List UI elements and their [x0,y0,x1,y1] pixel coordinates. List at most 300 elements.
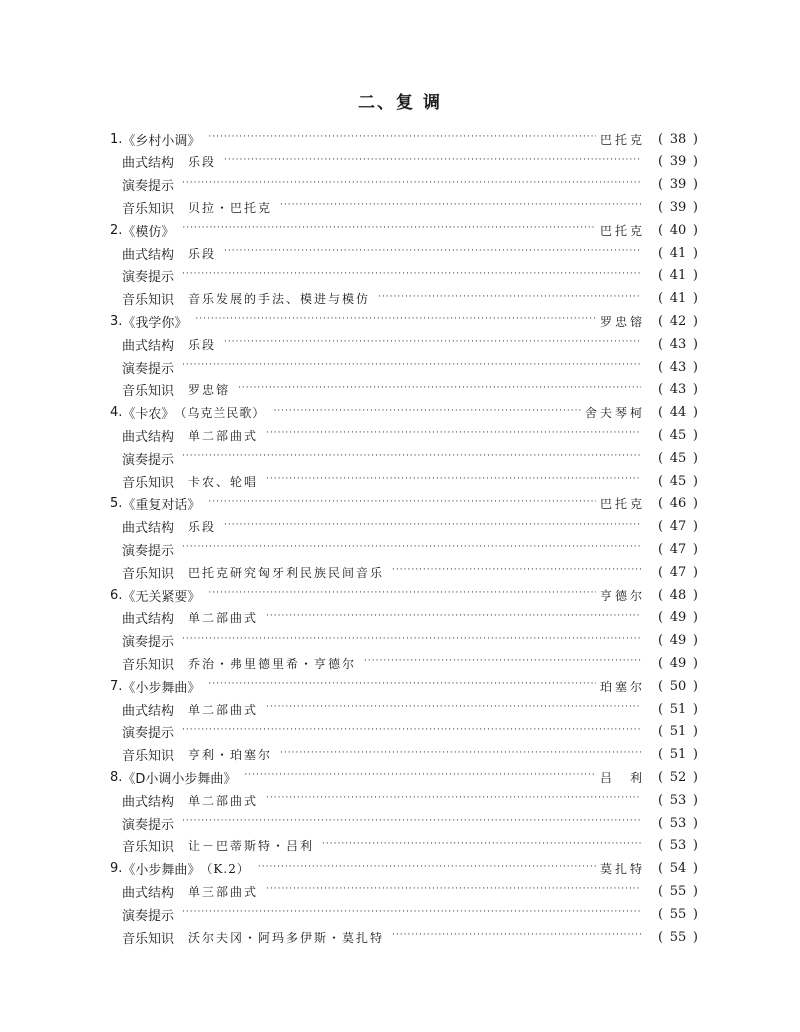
paren-open: ( [658,382,664,398]
dot-leader [224,520,641,534]
page-number [658,310,698,332]
sub-leader [122,721,645,743]
page-number-value: 45 [669,427,687,443]
paren-close: ) [692,177,698,193]
sub-leader [122,744,645,766]
dot-leader [182,269,641,283]
toc-sub-row[interactable] [0,379,800,401]
page-number-value: 39 [669,154,687,170]
paren-close: ) [692,359,698,375]
dot-leader [273,406,581,420]
entry-author: 巴托克 [599,223,645,238]
page-number-value: 39 [669,177,687,193]
page-number-value: 45 [669,473,687,489]
page-number [658,288,698,310]
sub-leader [122,151,645,173]
entry-author: 莫扎特 [599,862,645,877]
dot-leader [182,360,641,374]
sub-leader [122,903,645,925]
toc-sub-row[interactable] [0,447,800,469]
entry-leader [110,493,645,515]
page-number-value: 53 [669,792,687,808]
paren-close: ) [692,291,698,307]
dot-leader [266,702,641,716]
toc-sub-row[interactable] [0,516,800,538]
page-number-value: 38 [669,131,687,147]
entry-leader [110,584,645,606]
dot-leader [378,292,641,306]
sub-topic: 巴托克研究匈牙利民族民间音乐 [188,565,385,580]
sub-topic: 单二部曲式 [188,611,259,626]
page-number [658,652,698,674]
entry-title: 《我学你》 [122,315,188,331]
entry-author: 吕 利 [599,770,645,785]
page-number-value: 55 [669,929,687,945]
sub-label: 音乐知识 [122,931,175,947]
sub-leader [122,333,645,355]
paren-close: ) [692,519,698,535]
sub-leader [122,607,645,629]
dot-leader [182,634,641,648]
sub-label: 演奏提示 [122,817,175,833]
paren-close: ) [692,199,698,215]
paren-open: ( [658,336,664,352]
sub-label: 演奏提示 [122,452,175,468]
page-number-value: 47 [669,564,687,580]
paren-open: ( [658,496,664,512]
page-number-value: 53 [669,815,687,831]
paren-open: ( [658,747,664,763]
toc-entry-row[interactable] [0,675,800,697]
page-number [658,493,698,515]
sub-label: 演奏提示 [122,270,175,286]
page-number-value: 43 [669,382,687,398]
paren-open: ( [658,883,664,899]
toc-sub-row[interactable] [0,698,800,720]
paren-close: ) [692,268,698,284]
dot-leader [266,474,641,488]
page-number [658,630,698,652]
paren-open: ( [658,655,664,671]
sub-label: 曲式结构 [122,521,175,537]
sub-label: 音乐知识 [122,475,175,491]
page-number [658,265,698,287]
page-number [658,721,698,743]
entry-number: 8. [110,769,123,785]
entry-title: 《小步舞曲》 [122,863,201,879]
dot-leader [182,223,596,237]
sub-topic: 乐段 [188,520,217,535]
paren-close: ) [692,564,698,580]
sub-label: 音乐知识 [122,201,175,217]
paren-open: ( [658,359,664,375]
dot-leader [280,748,641,762]
page-number-value: 39 [669,199,687,215]
dot-leader [182,725,641,739]
sub-leader [122,835,645,857]
page-number-value: 44 [669,405,687,421]
sub-leader [122,538,645,560]
sub-label: 演奏提示 [122,543,175,559]
dot-leader [182,542,641,556]
sub-label: 音乐知识 [122,293,175,309]
toc-sub-row[interactable] [0,470,800,492]
page-number-value: 47 [669,541,687,557]
entry-title: 《重复对话》 [122,498,201,514]
toc-sub-row[interactable] [0,333,800,355]
toc-sub-row[interactable] [0,630,800,652]
entry-title-extra: （K.2） [200,862,250,877]
page-number-value: 49 [669,655,687,671]
toc-entry-row[interactable] [0,766,800,788]
paren-close: ) [692,405,698,421]
entry-author: 亨德尔 [599,588,645,603]
paren-close: ) [692,541,698,557]
paren-close: ) [692,724,698,740]
toc-entry-row[interactable] [0,219,800,241]
sub-label: 演奏提示 [122,635,175,651]
page-number [658,812,698,834]
sub-leader [122,447,645,469]
page-number [658,424,698,446]
dot-leader [195,314,596,328]
paren-open: ( [658,245,664,261]
paren-open: ( [658,450,664,466]
page-number [658,835,698,857]
page-number-value: 41 [669,291,687,307]
page-number [658,174,698,196]
entry-title-extra: （乌克兰民歌） [174,406,266,421]
sub-leader [122,561,645,583]
entry-number: 4. [110,405,123,421]
toc-sub-row[interactable] [0,356,800,378]
sub-leader [122,789,645,811]
page-number-value: 45 [669,450,687,466]
paren-close: ) [692,678,698,694]
toc-sub-row[interactable] [0,903,800,925]
paren-close: ) [692,587,698,603]
sub-label: 曲式结构 [122,885,175,901]
paren-open: ( [658,861,664,877]
toc-sub-row[interactable] [0,721,800,743]
sub-leader [122,630,645,652]
sub-label: 曲式结构 [122,703,175,719]
sub-topic: 单三部曲式 [188,884,259,899]
toc-sub-row[interactable] [0,926,800,948]
paren-close: ) [692,450,698,466]
page-number [658,538,698,560]
paren-open: ( [658,633,664,649]
entry-author: 巴托克 [599,132,645,147]
page-number [658,903,698,925]
entry-leader [110,310,645,332]
dot-leader [266,428,641,442]
sub-topic: 乐段 [188,337,217,352]
toc-sub-row[interactable] [0,561,800,583]
toc-sub-row[interactable] [0,652,800,674]
page-number [658,447,698,469]
toc-sub-row[interactable] [0,424,800,446]
page-number [658,151,698,173]
page-number-value: 46 [669,496,687,512]
toc-sub-row[interactable] [0,288,800,310]
page-number [658,561,698,583]
toc-sub-row[interactable] [0,151,800,173]
entry-title: 《卡农》 [122,407,175,423]
entry-title: 《D小调小步舞曲》 [122,771,237,787]
entry-leader [110,858,645,880]
page-number [658,219,698,241]
paren-close: ) [692,655,698,671]
paren-open: ( [658,906,664,922]
sub-leader [122,698,645,720]
page-number [658,242,698,264]
dot-leader [266,884,641,898]
entry-number: 6. [110,587,123,603]
toc-sub-row[interactable] [0,607,800,629]
paren-open: ( [658,587,664,603]
dot-leader [266,793,641,807]
entry-number: 5. [110,496,123,512]
toc-sub-row[interactable] [0,880,800,902]
toc-entry-row[interactable] [0,128,800,150]
sub-label: 曲式结构 [122,338,175,354]
sub-leader [122,880,645,902]
page-number-value: 41 [669,268,687,284]
dot-leader [182,907,641,921]
toc-entry-row[interactable] [0,493,800,515]
dot-leader [224,246,641,260]
paren-close: ) [692,815,698,831]
paren-close: ) [692,701,698,717]
sub-topic: 贝拉・巴托克 [188,200,273,215]
sub-leader [122,265,645,287]
page-number [658,744,698,766]
paren-open: ( [658,769,664,785]
sub-label: 演奏提示 [122,179,175,195]
entry-leader [110,675,645,697]
toc-sub-row[interactable] [0,789,800,811]
dot-leader [182,178,641,192]
page-number [658,926,698,948]
toc-sub-row[interactable] [0,812,800,834]
entry-number: 3. [110,313,123,329]
sub-topic: 乔治・弗里德里希・亨德尔 [188,656,357,671]
entry-author: 珀塞尔 [599,679,645,694]
dot-leader [208,588,596,602]
paren-close: ) [692,769,698,785]
entry-leader [110,128,645,150]
paren-open: ( [658,427,664,443]
page-number-value: 47 [669,519,687,535]
paren-open: ( [658,792,664,808]
paren-close: ) [692,222,698,238]
page-number-value: 43 [669,336,687,352]
entry-author: 巴托克 [599,497,645,512]
dot-leader [322,839,641,853]
page-number [658,128,698,150]
sub-topic: 沃尔夫冈・阿玛多伊斯・莫扎特 [188,930,385,945]
toc-sub-row[interactable] [0,174,800,196]
sub-label: 音乐知识 [122,840,175,856]
page-number-value: 51 [669,701,687,717]
sub-leader [122,379,645,401]
paren-open: ( [658,268,664,284]
paren-open: ( [658,701,664,717]
toc-entry-row[interactable] [0,402,800,424]
toc-sub-row[interactable] [0,265,800,287]
sub-leader [122,652,645,674]
page-number-value: 50 [669,678,687,694]
paren-close: ) [692,883,698,899]
paren-open: ( [658,291,664,307]
sub-label: 曲式结构 [122,794,175,810]
dot-leader [392,930,641,944]
section-title: 二、复 调 [358,93,442,113]
sub-topic: 音乐发展的手法、模进与模仿 [188,292,371,307]
paren-close: ) [692,313,698,329]
paren-close: ) [692,473,698,489]
paren-open: ( [658,131,664,147]
page-number [658,698,698,720]
entry-author: 罗忠镕 [599,314,645,329]
page-number [658,789,698,811]
page-number [658,356,698,378]
paren-open: ( [658,177,664,193]
sub-leader [122,812,645,834]
dot-leader [182,451,641,465]
entry-leader [110,219,645,241]
sub-label: 音乐知识 [122,384,175,400]
toc-sub-row[interactable] [0,196,800,218]
page-number-value: 42 [669,313,687,329]
entry-number: 2. [110,222,123,238]
toc-sub-row[interactable] [0,744,800,766]
paren-open: ( [658,222,664,238]
dot-leader [208,497,596,511]
page-number [658,470,698,492]
sub-topic: 乐段 [188,246,217,261]
paren-close: ) [692,245,698,261]
toc-sub-row[interactable] [0,242,800,264]
dot-leader [392,565,641,579]
sub-label: 曲式结构 [122,156,175,172]
page-number [658,675,698,697]
sub-topic: 单二部曲式 [188,793,259,808]
toc-entry-row[interactable] [0,858,800,880]
entry-number: 7. [110,678,123,694]
paren-open: ( [658,838,664,854]
dot-leader [244,770,596,784]
paren-open: ( [658,929,664,945]
dot-leader [258,862,596,876]
page-number-value: 52 [669,769,687,785]
dot-leader [364,656,641,670]
entry-title: 《小步舞曲》 [122,680,201,696]
entry-leader [110,402,645,424]
sub-label: 音乐知识 [122,657,175,673]
toc-sub-row[interactable] [0,538,800,560]
paren-open: ( [658,473,664,489]
page-number [658,402,698,424]
paren-close: ) [692,838,698,854]
sub-topic: 卡农、轮唱 [188,474,259,489]
page-number [658,766,698,788]
dot-leader [182,816,641,830]
paren-close: ) [692,861,698,877]
entry-author: 舍夫琴柯 [584,406,645,421]
toc-entry-row[interactable] [0,310,800,332]
page-number [658,516,698,538]
paren-open: ( [658,199,664,215]
page-number [658,584,698,606]
sub-label: 音乐知识 [122,566,175,582]
entry-number: 9. [110,861,123,877]
sub-label: 曲式结构 [122,429,175,445]
page-number [658,196,698,218]
paren-close: ) [692,929,698,945]
paren-open: ( [658,610,664,626]
dot-leader [266,611,641,625]
page-number-value: 49 [669,610,687,626]
paren-open: ( [658,678,664,694]
sub-label: 演奏提示 [122,908,175,924]
paren-close: ) [692,792,698,808]
toc-entry-row[interactable] [0,584,800,606]
sub-topic: 让－巴蒂斯特・吕利 [188,839,315,854]
page-number-value: 40 [669,222,687,238]
dot-leader [280,200,641,214]
entry-title: 《乡村小调》 [122,133,201,149]
dot-leader [224,337,641,351]
page-number-value: 41 [669,245,687,261]
sub-leader [122,174,645,196]
sub-topic: 乐段 [188,155,217,170]
dot-leader [208,679,596,693]
sub-label: 音乐知识 [122,749,175,765]
sub-topic: 单二部曲式 [188,702,259,717]
page-number-value: 48 [669,587,687,603]
page-number [658,333,698,355]
sub-label: 曲式结构 [122,612,175,628]
page-number [658,858,698,880]
dot-leader [208,132,596,146]
page-number-value: 55 [669,883,687,899]
paren-close: ) [692,382,698,398]
page-number-value: 51 [669,747,687,763]
paren-close: ) [692,427,698,443]
paren-open: ( [658,564,664,580]
page-number-value: 54 [669,861,687,877]
entry-title: 《无关紧要》 [122,589,201,605]
entry-title: 《模仿》 [122,224,175,240]
paren-close: ) [692,154,698,170]
sub-leader [122,242,645,264]
sub-leader [122,288,645,310]
page-number-value: 55 [669,906,687,922]
sub-leader [122,196,645,218]
page-number-value: 49 [669,633,687,649]
sub-topic: 单二部曲式 [188,428,259,443]
dot-leader [238,383,641,397]
toc-sub-row[interactable] [0,835,800,857]
paren-close: ) [692,496,698,512]
page-number [658,379,698,401]
sub-label: 演奏提示 [122,726,175,742]
page-number [658,607,698,629]
paren-open: ( [658,405,664,421]
sub-topic: 罗忠镕 [188,383,231,398]
